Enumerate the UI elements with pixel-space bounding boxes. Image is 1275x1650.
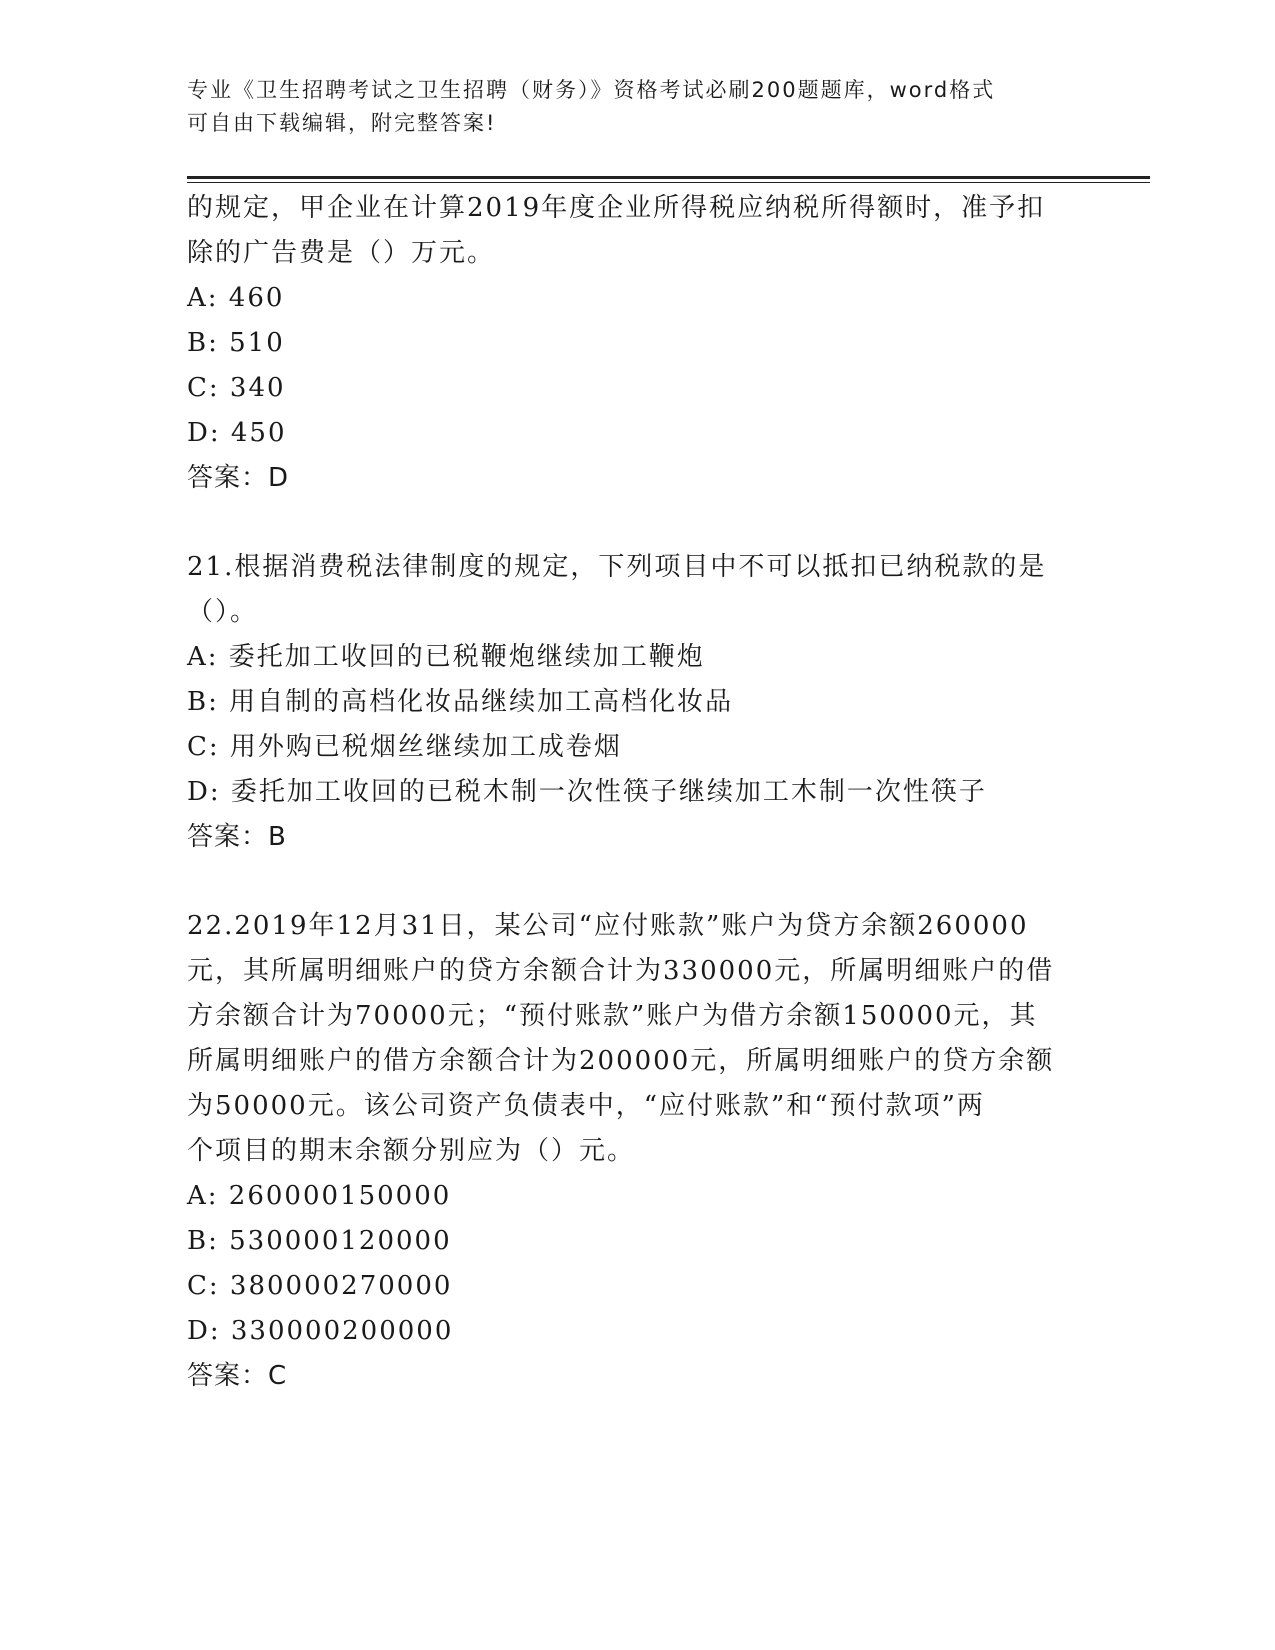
question-text-line: 的规定，甲企业在计算2019年度企业所得税应纳税所得额时，准予扣	[187, 193, 1046, 223]
question-text-line: 21.根据消费税法律制度的规定，下列项目中不可以抵扣已纳税款的是	[187, 552, 1047, 582]
option-d: D: 委托加工收回的已税木制一次性筷子继续加工木制一次性筷子	[187, 777, 987, 807]
question-content	[187, 186, 1087, 1399]
option-c: C: 380000270000	[187, 1271, 453, 1301]
question-text-line: 个项目的期末余额分别应为（）元。	[187, 1136, 636, 1166]
question-text-line: 元，其所属明细账户的贷方余额合计为330000元，所属明细账户的借	[187, 956, 1055, 986]
header-divider-thin	[187, 182, 1150, 183]
question-22	[187, 904, 1087, 1399]
document-header	[187, 74, 1067, 140]
header-divider-thick	[187, 176, 1150, 179]
option-d: D: 330000200000	[187, 1316, 454, 1346]
answer-line: 答案：C	[187, 1361, 288, 1391]
question-text-line: 除的广告费是（）万元。	[187, 238, 496, 268]
question-spacer	[187, 860, 1087, 904]
option-c: C: 340	[187, 373, 286, 403]
option-a: A: 460	[187, 283, 285, 313]
question-text-line: 为50000元。该公司资产负债表中，“应付账款”和“预付款项”两	[187, 1091, 985, 1121]
option-c: C: 用外购已税烟丝继续加工成卷烟	[187, 732, 622, 762]
answer-line: 答案：B	[187, 822, 287, 852]
option-b: B: 510	[187, 328, 285, 358]
option-a: A: 委托加工收回的已税鞭炮继续加工鞭炮	[187, 642, 705, 672]
question-spacer	[187, 501, 1087, 545]
option-a: A: 260000150000	[187, 1181, 452, 1211]
header-line-1: 专业《卫生招聘考试之卫生招聘（财务）》资格考试必刷200题题库，word格式	[187, 78, 996, 102]
option-d: D: 450	[187, 418, 287, 448]
option-b: B: 530000120000	[187, 1226, 452, 1256]
answer-line: 答案：D	[187, 463, 290, 493]
question-text-line: 22.2019年12月31日，某公司“应付账款”账户为贷方余额260000	[187, 911, 1029, 941]
question-text-line: 方余额合计为70000元；“预付账款”账户为借方余额150000元，其	[187, 1001, 1038, 1031]
question-text-line: （）。	[187, 597, 259, 627]
header-line-2: 可自由下载编辑，附完整答案!	[187, 111, 497, 135]
question-text-line: 所属明细账户的借方余额合计为200000元，所属明细账户的贷方余额	[187, 1046, 1055, 1076]
question-20	[187, 186, 1087, 501]
option-b: B: 用自制的高档化妆品继续加工高档化妆品	[187, 687, 734, 717]
question-21	[187, 545, 1087, 860]
